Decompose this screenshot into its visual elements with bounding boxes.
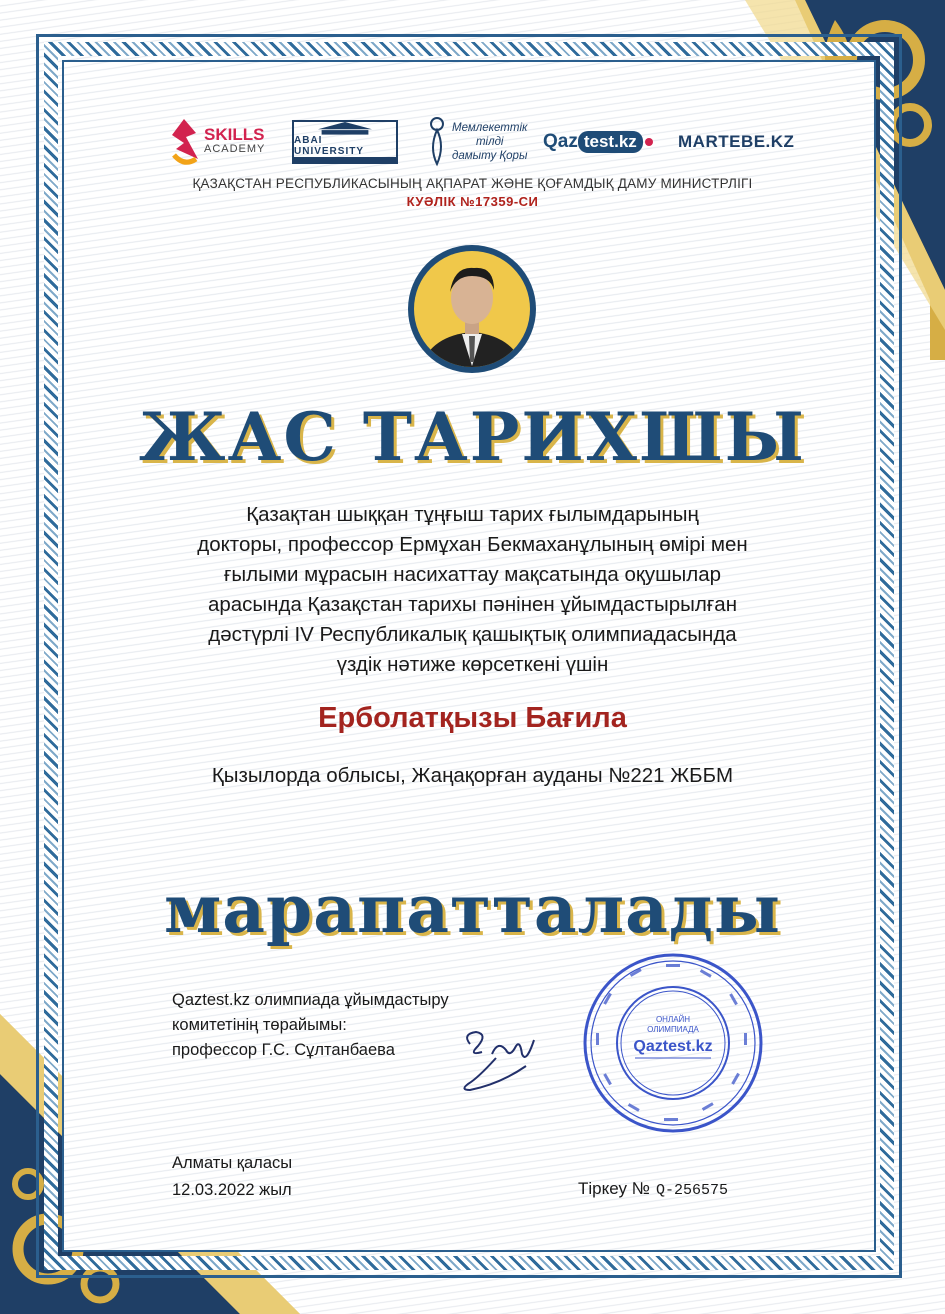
academy-text: ACADEMY [204, 143, 266, 155]
body-line: Қазақтан шыққан тұңғыш тарих ғылымдарының [246, 503, 699, 526]
awarded-heading: марапатталады [163, 870, 782, 948]
qaztest-prefix: Qaz [543, 131, 578, 152]
registration-value: Q-256575 [655, 1182, 728, 1199]
language-fund-logo [426, 112, 527, 172]
signatory-line-1: Qaztest.kz олимпиада ұйымдастыру [172, 991, 449, 1009]
body-line: үздік нәтиже көрсеткені үшін [336, 653, 609, 676]
city: Алматы қаласы [172, 1154, 293, 1172]
qaztest-logo [543, 112, 653, 172]
skills-academy-icon [166, 115, 202, 169]
certificate-title: ЖАС ТАРИХШЫ [139, 398, 806, 476]
license-number: КУӘЛІК №17359-СИ [406, 194, 539, 209]
official-stamp [580, 950, 766, 1136]
handwritten-signature [456, 1024, 556, 1094]
body-line: докторы, профессор Ермұхан Бекмаханұлының өмірі мен [197, 533, 748, 556]
sponsor-logos [160, 112, 795, 172]
registration-number [578, 1179, 728, 1199]
fund-line-2: тілді [475, 136, 504, 148]
abai-university-logo [292, 112, 398, 172]
certificate-body [150, 500, 795, 680]
body-line: арасында Қазақстан тарихы пәнінен ұйымдастырылған [207, 593, 738, 616]
school-name: Қызылорда облысы, Жаңақорған ауданы №221 ЖББМ [211, 764, 734, 787]
body-line: дәстүрлі IV Республикалық қашықтық олимпиадасында [208, 623, 737, 646]
ministry-line: ҚАЗАҚСТАН РЕСПУБЛИКАСЫНЫҢ АҚПАРАТ ЖӘНЕ ҚОҒАМДЫҚ ДАМУ МИНИСТРЛІГІ [192, 176, 753, 191]
portrait-image [408, 242, 536, 376]
winner-name: Ерболатқызы Бағила [318, 702, 627, 734]
stamp-logo-text: Qaztest.kz [633, 1038, 713, 1055]
skills-academy-logo [166, 112, 265, 172]
body-line: ғылыми мұрасын насихаттау мақсатында оқушылар [223, 563, 722, 586]
martebe-text: MARTEBE.KZ [678, 132, 795, 151]
abai-text: ABAI UNIVERSITY [294, 134, 365, 157]
signatory-line-2: комитетінің төрайымы: [172, 1016, 347, 1034]
fund-line-3: дамыту Қоры [452, 150, 528, 162]
registration-label: Тіркеу № [578, 1179, 650, 1198]
fund-figure-icon [426, 116, 448, 168]
qaztest-suffix: test.kz [578, 131, 643, 153]
building-icon [315, 122, 375, 135]
stamp-olympiad-text: ОЛИМПИАДА [647, 1025, 699, 1034]
signatory-line-3: профессор Г.С. Сұлтанбаева [172, 1041, 395, 1059]
issue-date: 12.03.2022 жыл [172, 1181, 292, 1199]
martebe-logo [678, 112, 794, 172]
stamp-online-text: ОНЛАЙН [655, 1015, 691, 1024]
qaztest-dot-icon [645, 138, 653, 146]
skills-text: SKILLS [204, 125, 265, 144]
fund-line-1: Мемлекеттік [452, 122, 528, 134]
